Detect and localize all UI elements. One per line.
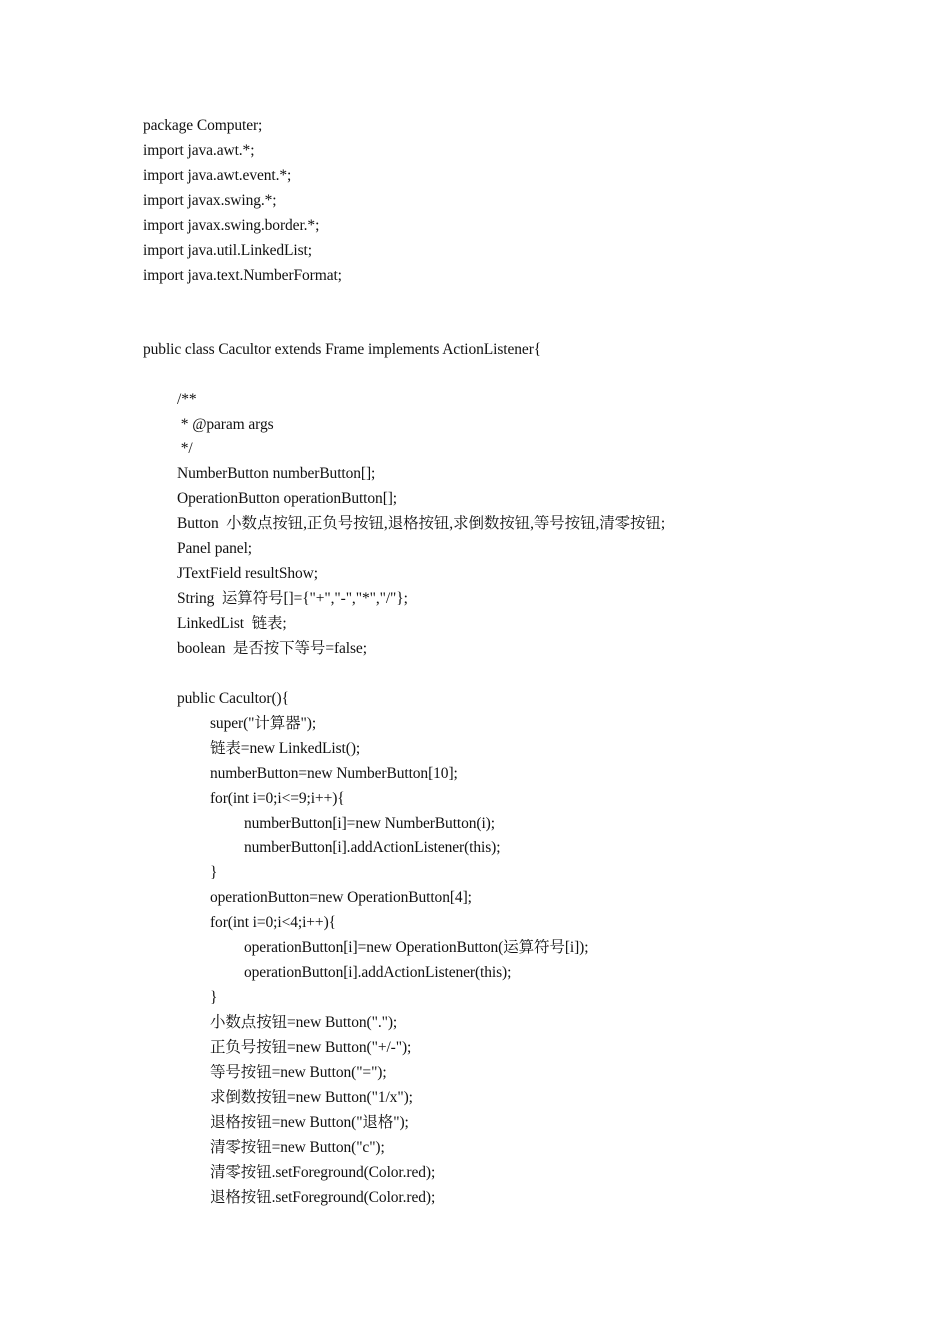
code-line: LinkedList 链表; bbox=[177, 615, 287, 632]
code-line: 小数点按钮=new Button("."); bbox=[210, 1014, 398, 1031]
code-line: operationButton[i]=new OperationButton(运算符号[i]); bbox=[244, 939, 589, 957]
code-line: NumberButton numberButton[]; bbox=[177, 465, 376, 483]
code-line: import java.text.NumberFormat; bbox=[143, 266, 342, 284]
code-line: for(int i=0;i<=9;i++){ bbox=[210, 789, 345, 807]
code-line: super("计算器"); bbox=[210, 714, 317, 732]
code-line: String 运算符号[]={"+","-","*","/"}; bbox=[177, 590, 408, 608]
code-line: * @param args bbox=[177, 415, 274, 433]
blank-line bbox=[143, 289, 923, 314]
code-line: numberButton=new NumberButton[10]; bbox=[210, 764, 458, 782]
code-line: Button 小数点按钮,正负号按钮,退格按钮,求倒数按钮,等号按钮,清零按钮; bbox=[177, 515, 666, 533]
code-line: import javax.swing.border.*; bbox=[143, 216, 320, 234]
code-line: 清零按钮.setForeground(Color.red); bbox=[210, 1163, 436, 1181]
code-line: public class Cacultor extends Frame implements ActionListener{ bbox=[143, 340, 542, 358]
code-line: numberButton[i].addActionListener(this); bbox=[244, 839, 501, 857]
blank-line bbox=[143, 662, 923, 687]
code-line: public Cacultor(){ bbox=[177, 689, 289, 707]
code-line: numberButton[i]=new NumberButton(i); bbox=[244, 814, 495, 832]
code-line: boolean 是否按下等号=false; bbox=[177, 639, 367, 657]
code-line: 退格按钮.setForeground(Color.red); bbox=[210, 1188, 436, 1206]
blank-line bbox=[143, 314, 923, 338]
code-line: 链表=new LinkedList(); bbox=[210, 739, 361, 757]
code-listing bbox=[143, 114, 923, 1211]
code-line: import java.awt.*; bbox=[143, 141, 255, 159]
code-line: } bbox=[210, 864, 218, 882]
code-line: OperationButton operationButton[]; bbox=[177, 490, 398, 508]
code-line: 清零按钮=new Button("c"); bbox=[210, 1138, 385, 1156]
code-line: JTextField resultShow; bbox=[177, 565, 318, 583]
code-line: package Computer; bbox=[143, 117, 263, 134]
code-line: for(int i=0;i<4;i++){ bbox=[210, 914, 336, 932]
code-line: import java.awt.event.*; bbox=[143, 166, 292, 184]
code-line: 求倒数按钮=new Button("1/x"); bbox=[210, 1088, 413, 1106]
code-line: operationButton[i].addActionListener(this); bbox=[244, 964, 512, 982]
code-line: 等号按钮=new Button("="); bbox=[210, 1063, 387, 1081]
code-line: import java.util.LinkedList; bbox=[143, 241, 312, 259]
code-line: Panel panel; bbox=[177, 540, 252, 558]
code-line: */ bbox=[177, 440, 193, 458]
code-line: import javax.swing.*; bbox=[143, 191, 277, 209]
blank-line bbox=[143, 363, 923, 388]
code-line: } bbox=[210, 989, 218, 1007]
code-line: /** bbox=[177, 390, 197, 408]
code-line: operationButton=new OperationButton[4]; bbox=[210, 889, 472, 907]
code-line: 退格按钮=new Button("退格"); bbox=[210, 1113, 409, 1131]
code-line: 正负号按钮=new Button("+/-"); bbox=[210, 1038, 412, 1056]
